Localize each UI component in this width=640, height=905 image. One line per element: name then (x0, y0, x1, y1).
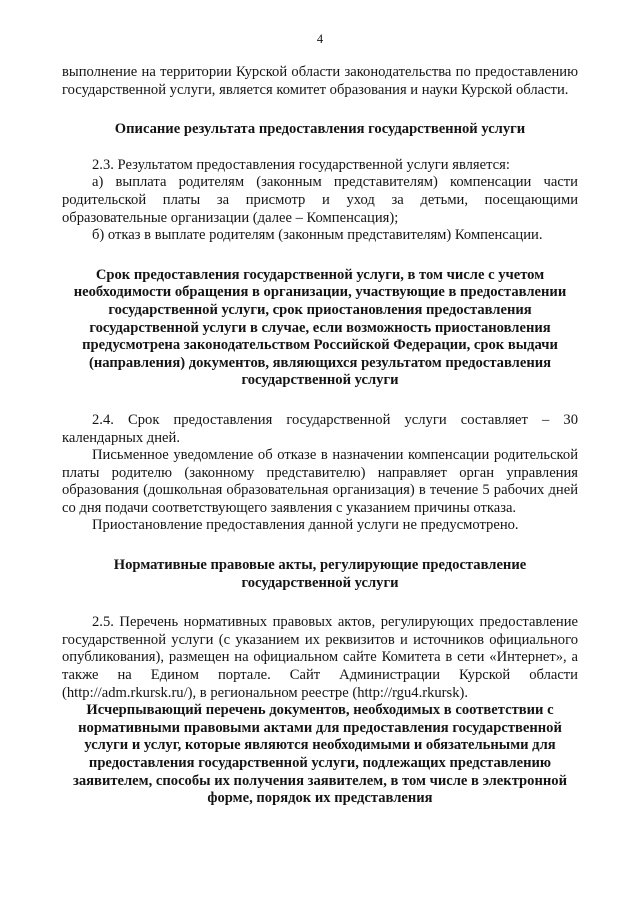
spacer (62, 390, 578, 412)
intro-paragraph: выполнение на территории Курской области законодательства по предоставлению государственной услуги, является комитет образования и науки Курской области. (62, 64, 578, 98)
paragraph-refusal-notice: Письменное уведомление об отказе в назначении компенсации родительской платы родителю (законному представителю) направляет орган управления образования (дошкольная образовательная организация) в течение 5 рабочих дней со дня подачи соответствующего заявления с указанием причины отказа. (62, 447, 578, 516)
heading-result: Описание результата предоставления государственной услуги (114, 121, 526, 138)
heading-documents: Исчерпывающий перечень документов, необходимых в соответствии с нормативными правовыми актами для предоставления государственной услуги и услуг, которые являются необходимыми и обязательными для предоставления государственной услуги, подлежащих представлению заявителем, способы их получения заявителем, в том числе в электронной форме, порядок их представления (73, 702, 567, 807)
heading-term: Срок предоставления государственной услуги, в том числе с учетом необходимости обращения в организации, участвующие в предоставлении государственной услуги, срок приостановления предоставления государственной услуги в случае, если возможность приостановления предусмотрена законодательством Российской Федерации, срок выдачи (направления) документов, являющихся результатом предоставления государственной услуги (73, 266, 567, 389)
spacer (62, 99, 578, 121)
paragraph-2-3-b: б) отказ в выплате родителям (законным представителям) Компенсации. (92, 227, 543, 244)
paragraph-2-5: 2.5. Перечень нормативных правовых актов, регулирующих предоставление государственной услуги (с указанием их реквизитов и источников официального опубликования), размещен на официальном сайте Комитета в сети «Интернет», а также на Едином портале. Сайт Администрации Курской области (http://adm.rkursk.ru/), в региональном реестре (http://rgu4.rkursk). (62, 614, 578, 701)
paragraph-2-4: 2.4. Срок предоставления государственной услуги составляет – 30 календарных дней. (62, 411, 578, 446)
document-page (62, 32, 578, 808)
paragraph-suspension: Приостановление предоставления данной услуги не предусмотрено. (92, 517, 519, 534)
page-number: 4 (316, 32, 324, 46)
heading-acts: Нормативные правовые акты, регулирующие предоставление государственной услуги (113, 557, 527, 591)
paragraph-2-3: 2.3. Результатом предоставления государственной услуги является: (92, 156, 510, 173)
spacer (62, 535, 578, 557)
spacer (62, 592, 578, 614)
paragraph-2-3-a: а) выплата родителям (законным представителям) компенсации части родительской платы за присмотр и уход за детьми, посещающими образовательные организации (далее – Компенсация); (62, 174, 578, 226)
spacer (62, 245, 578, 267)
spacer (62, 139, 578, 157)
